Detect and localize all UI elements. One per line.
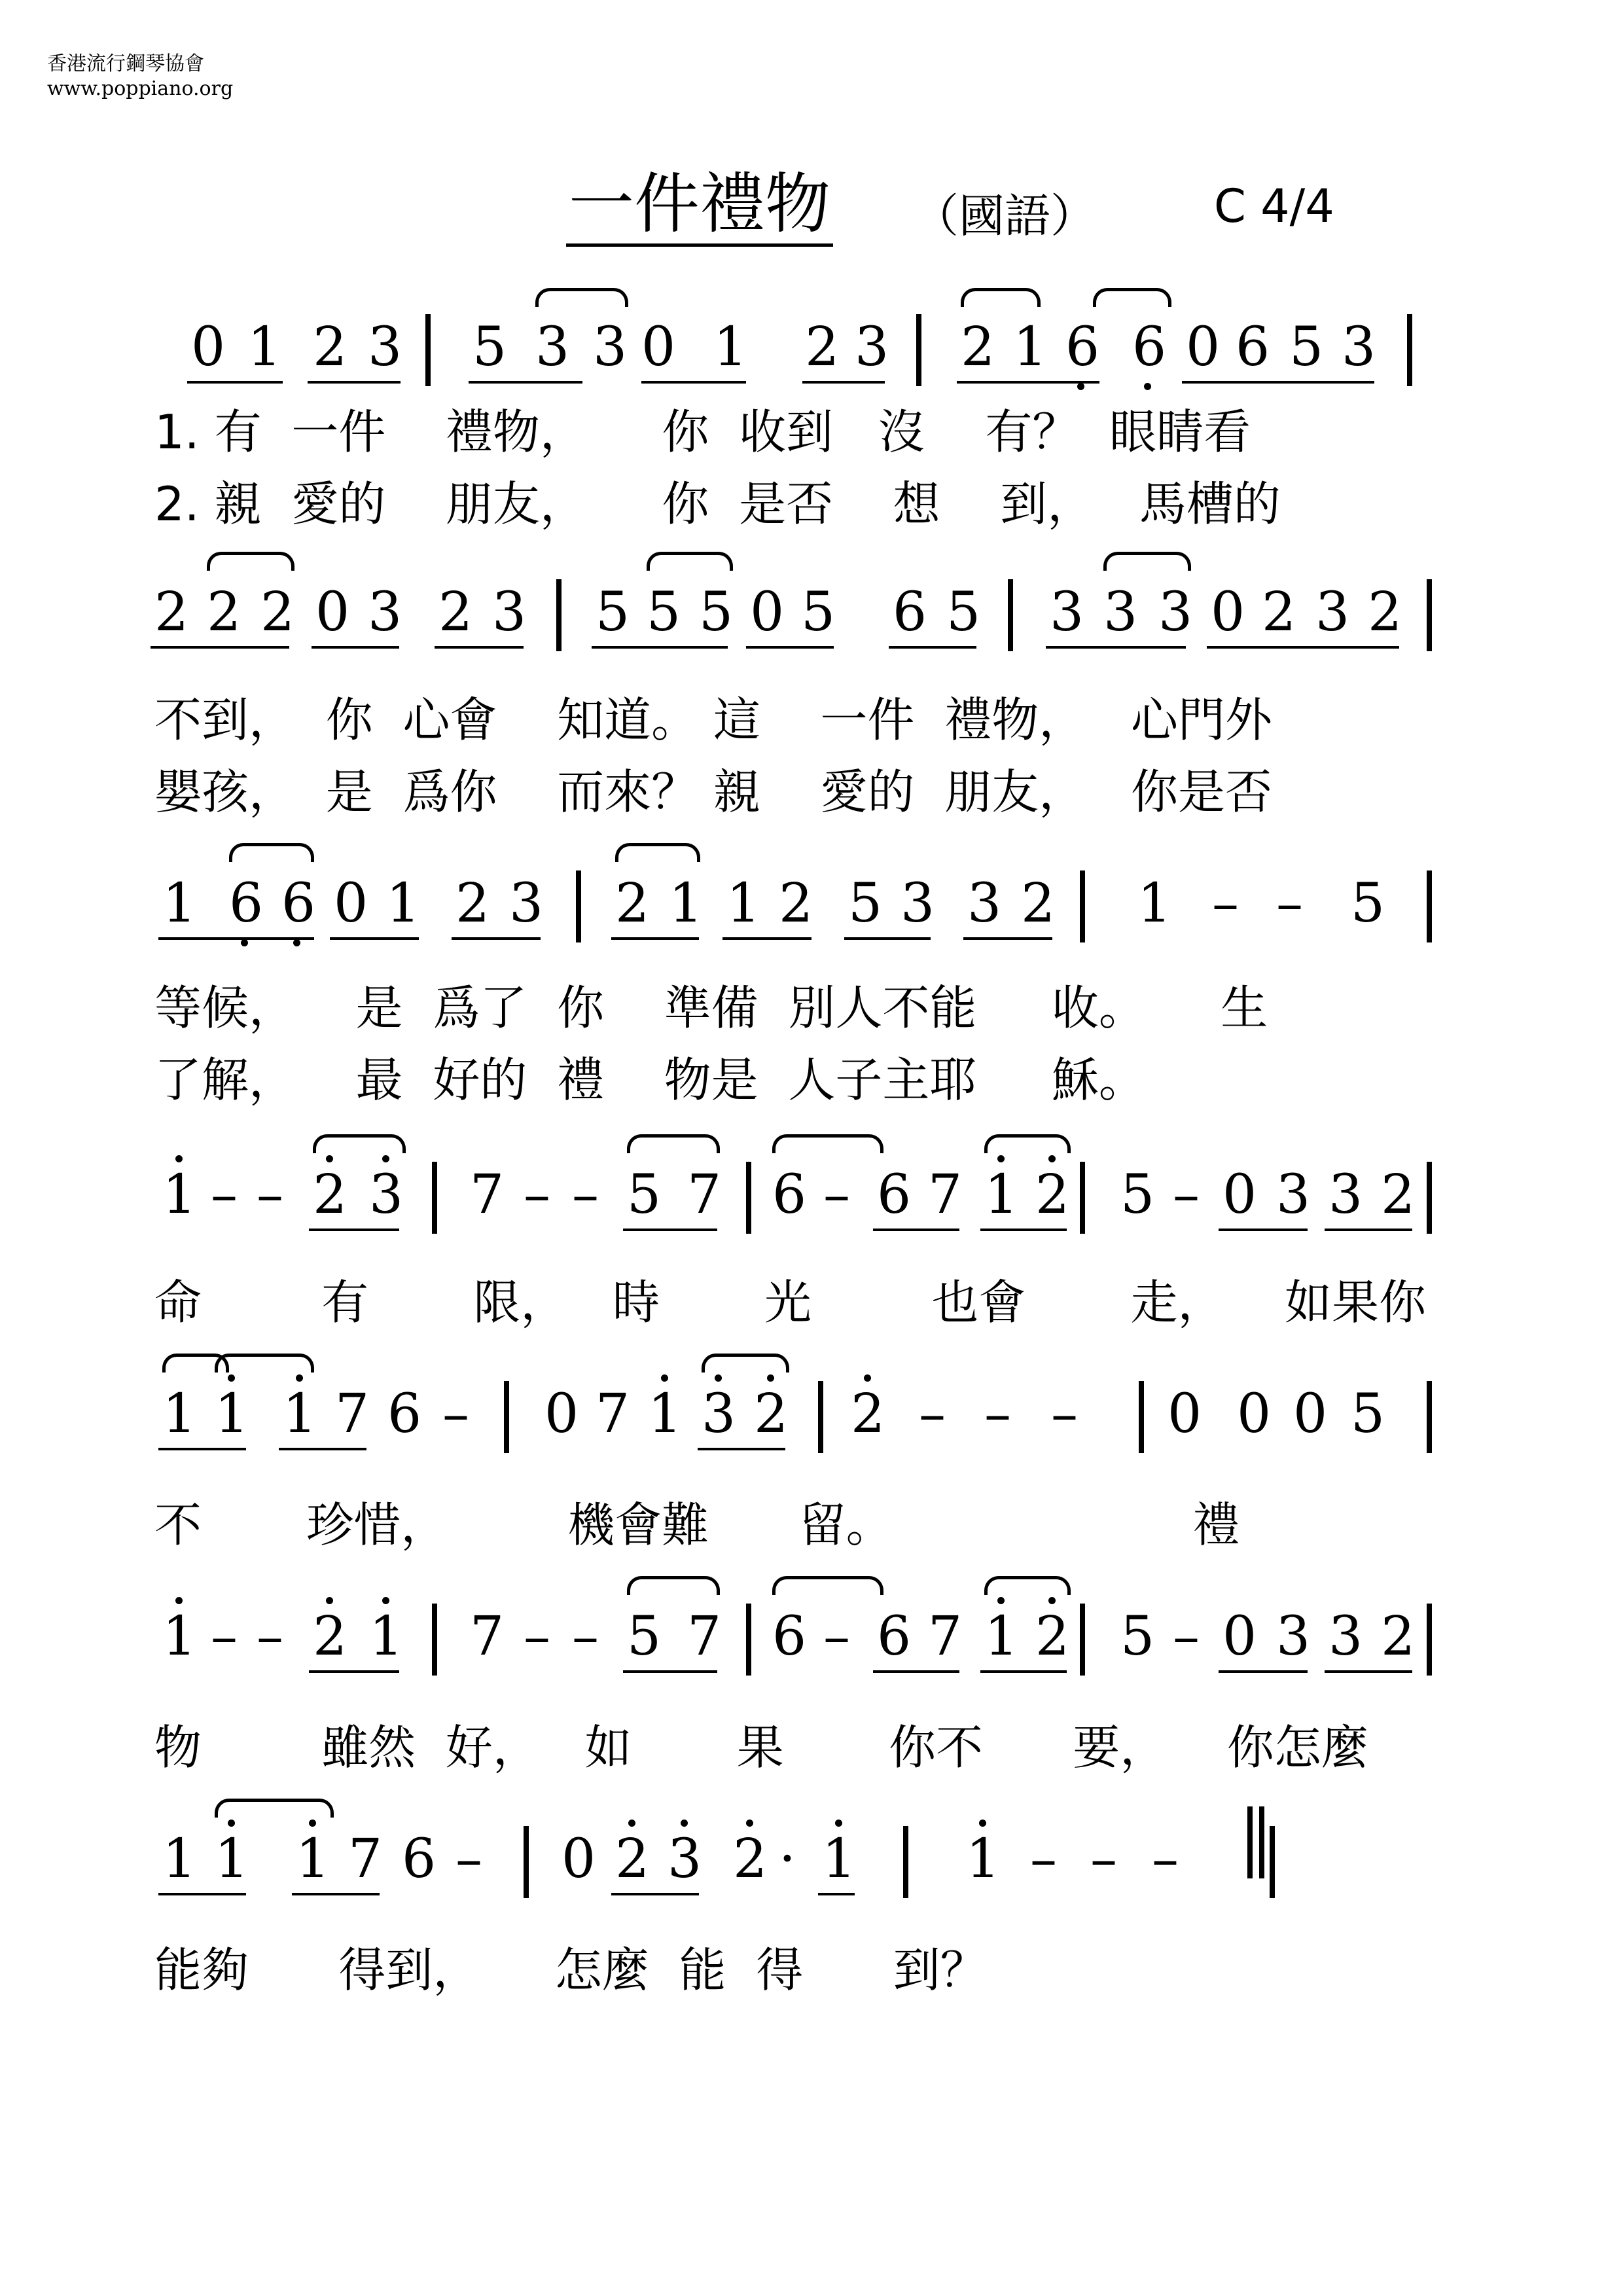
- note: 1: [1013, 316, 1048, 378]
- note: 2: [1381, 1605, 1416, 1668]
- note: 3: [368, 316, 402, 378]
- note: 5: [1351, 1383, 1385, 1445]
- final-bar-line: [1247, 1806, 1253, 1878]
- beam-underline: [980, 1229, 1067, 1231]
- song-language: （國語）: [913, 189, 1096, 243]
- lyric-line: 能夠 得到， 怎麼 能 得 到？: [154, 1943, 988, 1998]
- tie-arc: [207, 552, 294, 571]
- note: 2: [733, 1828, 768, 1890]
- note: 6: [893, 581, 927, 643]
- beam-underline: [187, 381, 283, 384]
- note: 7: [348, 1828, 383, 1890]
- note: 7: [928, 1164, 963, 1226]
- note: 2: [1035, 1164, 1070, 1226]
- song-key: C 4/4: [1214, 179, 1334, 233]
- note: 2: [615, 1828, 650, 1890]
- note: 5: [1351, 872, 1385, 935]
- note: –: [257, 1164, 283, 1226]
- note: 7: [687, 1164, 722, 1226]
- note: 6: [1132, 316, 1167, 378]
- note: –: [572, 1605, 599, 1668]
- note: 1: [669, 872, 704, 935]
- octave-dot: [382, 1597, 389, 1604]
- lyric-line: 2. 親 愛的 朋友， 你 是否 想 到， 馬槽的: [154, 476, 1281, 531]
- note: 3: [368, 581, 402, 643]
- note: 2: [1035, 1605, 1070, 1668]
- octave-dot: [661, 1374, 668, 1382]
- note: 2: [1021, 872, 1056, 935]
- octave-dot: [864, 1374, 871, 1382]
- bar-line: [916, 314, 921, 386]
- note: –: [572, 1164, 599, 1226]
- octave-dot: [382, 1155, 389, 1162]
- note: –: [823, 1164, 850, 1226]
- note: 6: [387, 1383, 422, 1445]
- octave-dot: [228, 1820, 235, 1827]
- note: –: [211, 1164, 238, 1226]
- note: 7: [335, 1383, 370, 1445]
- note: 0: [1168, 1383, 1202, 1445]
- octave-dot: [997, 1597, 1005, 1604]
- note: 3: [967, 872, 1002, 935]
- note: 6: [229, 872, 264, 935]
- note: 3: [1050, 581, 1084, 643]
- note: 3: [901, 872, 935, 935]
- note: 1: [984, 1605, 1019, 1668]
- note: ·: [779, 1828, 796, 1890]
- tie-arc: [1093, 288, 1171, 307]
- bar-line: [1427, 1162, 1432, 1234]
- tie-arc: [215, 1354, 314, 1372]
- note: 1: [984, 1164, 1019, 1226]
- beam-underline: [611, 1893, 699, 1895]
- octave-dot: [715, 1374, 722, 1382]
- song-title: 一件禮物: [566, 165, 833, 247]
- note: 2: [754, 1383, 789, 1445]
- beam-underline: [1182, 381, 1374, 384]
- note: 3: [702, 1383, 736, 1445]
- beam-underline: [1325, 1670, 1412, 1673]
- lyric-line: 命 有 限， 時 光 也會 走， 如果你: [154, 1275, 1427, 1330]
- tie-arc: [984, 1134, 1071, 1153]
- note: 0: [1237, 1383, 1272, 1445]
- bar-line: [504, 1381, 509, 1453]
- note: –: [1090, 1828, 1117, 1890]
- note: 3: [1276, 1164, 1311, 1226]
- octave-dot: [1144, 383, 1151, 390]
- note: 1: [726, 872, 761, 935]
- tie-arc: [961, 288, 1041, 307]
- note: 1: [162, 1605, 197, 1668]
- note: 6: [877, 1164, 912, 1226]
- note: –: [455, 1828, 482, 1890]
- octave-dot: [241, 939, 248, 946]
- beam-underline: [844, 937, 931, 940]
- tie-arc: [702, 1354, 789, 1372]
- beam-underline: [1219, 1670, 1308, 1673]
- beam-underline: [611, 937, 699, 940]
- note: 5: [801, 581, 836, 643]
- tie-arc: [313, 1134, 406, 1153]
- note: 1: [386, 872, 421, 935]
- tie-arc: [627, 1576, 720, 1595]
- bar-line: [576, 870, 581, 942]
- beam-underline: [469, 381, 582, 384]
- octave-dot: [228, 1374, 235, 1382]
- tie-arc: [772, 1134, 883, 1153]
- note: 6: [1236, 316, 1270, 378]
- note: 6: [877, 1605, 912, 1668]
- bar-line: [556, 579, 562, 651]
- note: 1: [966, 1828, 1001, 1890]
- note: 2: [313, 1605, 348, 1668]
- note: 3: [1158, 581, 1193, 643]
- octave-dot: [746, 1820, 753, 1827]
- lyric-line: 等候， 是 爲了 你 準備 別人不能 收。 生: [154, 980, 1268, 1035]
- bar-line: [524, 1826, 529, 1898]
- bar-line: [432, 1162, 437, 1234]
- octave-dot: [175, 1155, 183, 1162]
- note: 1: [648, 1383, 683, 1445]
- note: 0: [191, 316, 226, 378]
- octave-dot: [1048, 1597, 1056, 1604]
- lyric-line: 了解， 最 好的 禮 物是 人子主耶 穌。: [154, 1052, 1146, 1107]
- note: 5: [848, 872, 883, 935]
- note: 1: [215, 1383, 249, 1445]
- beam-underline: [641, 381, 746, 384]
- tie-arc: [984, 1576, 1071, 1595]
- bar-line: [1080, 1604, 1085, 1676]
- title-block: [0, 165, 1623, 250]
- note: 0: [1222, 1164, 1257, 1226]
- note: 3: [1329, 1605, 1363, 1668]
- note: 1: [162, 1383, 197, 1445]
- bar-line: [1270, 1826, 1275, 1898]
- beam-underline: [802, 381, 885, 384]
- note: 5: [699, 581, 734, 643]
- note: 5: [627, 1164, 662, 1226]
- note: 5: [946, 581, 981, 643]
- beam-underline: [330, 937, 419, 940]
- note: 3: [855, 316, 889, 378]
- note: 2: [455, 872, 490, 935]
- note: 2: [313, 1164, 348, 1226]
- octave-dot: [1048, 1155, 1056, 1162]
- tie-arc: [772, 1576, 883, 1595]
- note: –: [257, 1605, 283, 1668]
- bar-line: [903, 1826, 908, 1898]
- beam-underline: [623, 1229, 717, 1231]
- note: 2: [260, 581, 295, 643]
- bar-line: [1407, 314, 1412, 386]
- beam-underline: [158, 937, 314, 940]
- octave-dot: [767, 1374, 774, 1382]
- note: 6: [402, 1828, 437, 1890]
- tie-arc: [1103, 552, 1191, 571]
- note: –: [1276, 872, 1303, 935]
- note: –: [1051, 1383, 1078, 1445]
- octave-dot: [681, 1820, 688, 1827]
- tie-arc: [229, 843, 314, 862]
- bar-line: [1427, 1381, 1432, 1453]
- note: 1: [713, 316, 748, 378]
- note: 3: [509, 872, 544, 935]
- note: 2: [615, 872, 650, 935]
- tie-arc: [535, 288, 628, 307]
- note: 2: [851, 1383, 885, 1445]
- note: –: [1173, 1605, 1200, 1668]
- note: 2: [1262, 581, 1296, 643]
- octave-dot: [175, 1597, 183, 1604]
- note: 6: [1065, 316, 1100, 378]
- lyric-line: 嬰孩， 是 爲你 而來？ 親 愛的 朋友， 你是否: [154, 764, 1272, 819]
- beam-underline: [592, 646, 728, 649]
- octave-dot: [309, 1820, 316, 1827]
- beam-underline: [292, 1893, 380, 1895]
- note: 0: [1293, 1383, 1328, 1445]
- note: 2: [1381, 1164, 1416, 1226]
- note: 5: [1289, 316, 1324, 378]
- beam-underline: [722, 937, 812, 940]
- beam-underline: [746, 646, 834, 649]
- note: 2: [438, 581, 473, 643]
- octave-dot: [835, 1820, 842, 1827]
- note: 3: [668, 1828, 702, 1890]
- note: 3: [492, 581, 527, 643]
- note: 6: [772, 1605, 807, 1668]
- note: 1: [215, 1828, 249, 1890]
- beam-underline: [151, 646, 289, 649]
- octave-dot: [628, 1820, 635, 1827]
- note: 0: [1222, 1605, 1257, 1668]
- note: 7: [470, 1605, 505, 1668]
- bar-line: [1008, 579, 1013, 651]
- note: –: [823, 1605, 850, 1668]
- note: –: [524, 1605, 550, 1668]
- note: 0: [750, 581, 785, 643]
- note: 1: [162, 872, 197, 935]
- note: 2: [779, 872, 813, 935]
- note: 0: [1211, 581, 1245, 643]
- bar-line: [746, 1604, 751, 1676]
- beam-underline: [1219, 1229, 1308, 1231]
- octave-dot: [979, 1820, 986, 1827]
- note: 0: [641, 316, 676, 378]
- tie-arc: [647, 552, 733, 571]
- note: –: [984, 1383, 1011, 1445]
- note: 6: [772, 1164, 807, 1226]
- note: 7: [687, 1605, 722, 1668]
- note: 0: [562, 1828, 596, 1890]
- beam-underline: [312, 646, 399, 649]
- bar-line: [1080, 870, 1085, 942]
- note: 5: [627, 1605, 662, 1668]
- site-url[interactable]: www.poppiano.org: [47, 77, 234, 100]
- note: 2: [207, 581, 241, 643]
- tie-arc: [215, 1799, 334, 1818]
- note: 1: [1137, 872, 1172, 935]
- bar-line: [425, 314, 431, 386]
- note: 7: [596, 1383, 630, 1445]
- bar-line: [1080, 1162, 1085, 1234]
- note: 0: [544, 1383, 579, 1445]
- note: –: [442, 1383, 469, 1445]
- beam-underline: [1325, 1229, 1412, 1231]
- note: 5: [473, 316, 507, 378]
- beam-underline: [889, 646, 976, 649]
- note: 2: [154, 581, 189, 643]
- lyric-line: 1. 有 一件 禮物， 你 收到 沒 有？ 眼睛看: [154, 404, 1251, 459]
- tie-arc: [627, 1134, 720, 1153]
- note: 1: [247, 316, 282, 378]
- beam-underline: [818, 1893, 855, 1895]
- note: 1: [283, 1383, 317, 1445]
- note: 0: [334, 872, 368, 935]
- octave-dot: [293, 939, 300, 946]
- bar-line: [1427, 870, 1432, 942]
- lyric-line: 物 雖然 好， 如 果 你不 要， 你怎麼: [154, 1720, 1368, 1775]
- note: 3: [1342, 316, 1376, 378]
- note: 2: [1368, 581, 1402, 643]
- beam-underline: [698, 1448, 785, 1450]
- bar-line: [1427, 579, 1432, 651]
- note: 6: [281, 872, 316, 935]
- note: 3: [535, 316, 570, 378]
- octave-dot: [296, 1374, 303, 1382]
- note: 5: [596, 581, 630, 643]
- note: 1: [296, 1828, 330, 1890]
- note: 1: [369, 1605, 404, 1668]
- beam-underline: [963, 937, 1052, 940]
- lyric-line: 不到， 你 心會 知道。 這 一件 禮物， 心門外: [154, 692, 1272, 747]
- tie-arc: [615, 843, 700, 862]
- octave-dot: [326, 1597, 333, 1604]
- note: –: [1152, 1828, 1179, 1890]
- bar-line: [432, 1604, 437, 1676]
- lyric-line: 不 珍惜， 機會難 留。 禮: [154, 1498, 1240, 1552]
- note: –: [919, 1383, 946, 1445]
- note: 3: [369, 1164, 404, 1226]
- bar-line: [1427, 1604, 1432, 1676]
- note: 2: [805, 316, 840, 378]
- final-bar-line: [1259, 1806, 1264, 1878]
- beam-underline: [435, 646, 524, 649]
- beam-underline: [1207, 646, 1399, 649]
- beam-underline: [873, 1229, 959, 1231]
- note: 3: [593, 316, 628, 378]
- note: 3: [1103, 581, 1138, 643]
- octave-dot: [1077, 383, 1084, 390]
- site-name: 香港流行鋼琴協會: [47, 52, 204, 75]
- note: 3: [1276, 1605, 1311, 1668]
- note: –: [524, 1164, 550, 1226]
- note: 0: [315, 581, 350, 643]
- note: 7: [928, 1605, 963, 1668]
- bar-line: [1139, 1381, 1144, 1453]
- note: 1: [162, 1828, 197, 1890]
- beam-underline: [873, 1670, 959, 1673]
- note: –: [1030, 1828, 1057, 1890]
- note: 3: [1315, 581, 1350, 643]
- beam-underline: [452, 937, 541, 940]
- beam-underline: [158, 1893, 246, 1895]
- beam-underline: [309, 1229, 399, 1231]
- note: 5: [647, 581, 681, 643]
- beam-underline: [308, 381, 401, 384]
- note: 7: [470, 1164, 505, 1226]
- beam-underline: [309, 1670, 399, 1673]
- beam-underline: [158, 1448, 246, 1450]
- octave-dot: [997, 1155, 1005, 1162]
- note: 5: [1120, 1605, 1155, 1668]
- bar-line: [746, 1162, 751, 1234]
- note: 2: [961, 316, 995, 378]
- beam-underline: [980, 1670, 1067, 1673]
- beam-underline: [279, 1448, 366, 1450]
- note: 0: [1186, 316, 1221, 378]
- note: 2: [313, 316, 348, 378]
- beam-underline: [623, 1670, 717, 1673]
- note: 1: [162, 1164, 197, 1226]
- beam-underline: [1046, 646, 1186, 649]
- note: 1: [822, 1828, 857, 1890]
- octave-dot: [326, 1155, 333, 1162]
- note: –: [1212, 872, 1239, 935]
- bar-line: [818, 1381, 823, 1453]
- note: 3: [1329, 1164, 1363, 1226]
- note: –: [211, 1605, 238, 1668]
- note: –: [1173, 1164, 1200, 1226]
- note: 5: [1120, 1164, 1155, 1226]
